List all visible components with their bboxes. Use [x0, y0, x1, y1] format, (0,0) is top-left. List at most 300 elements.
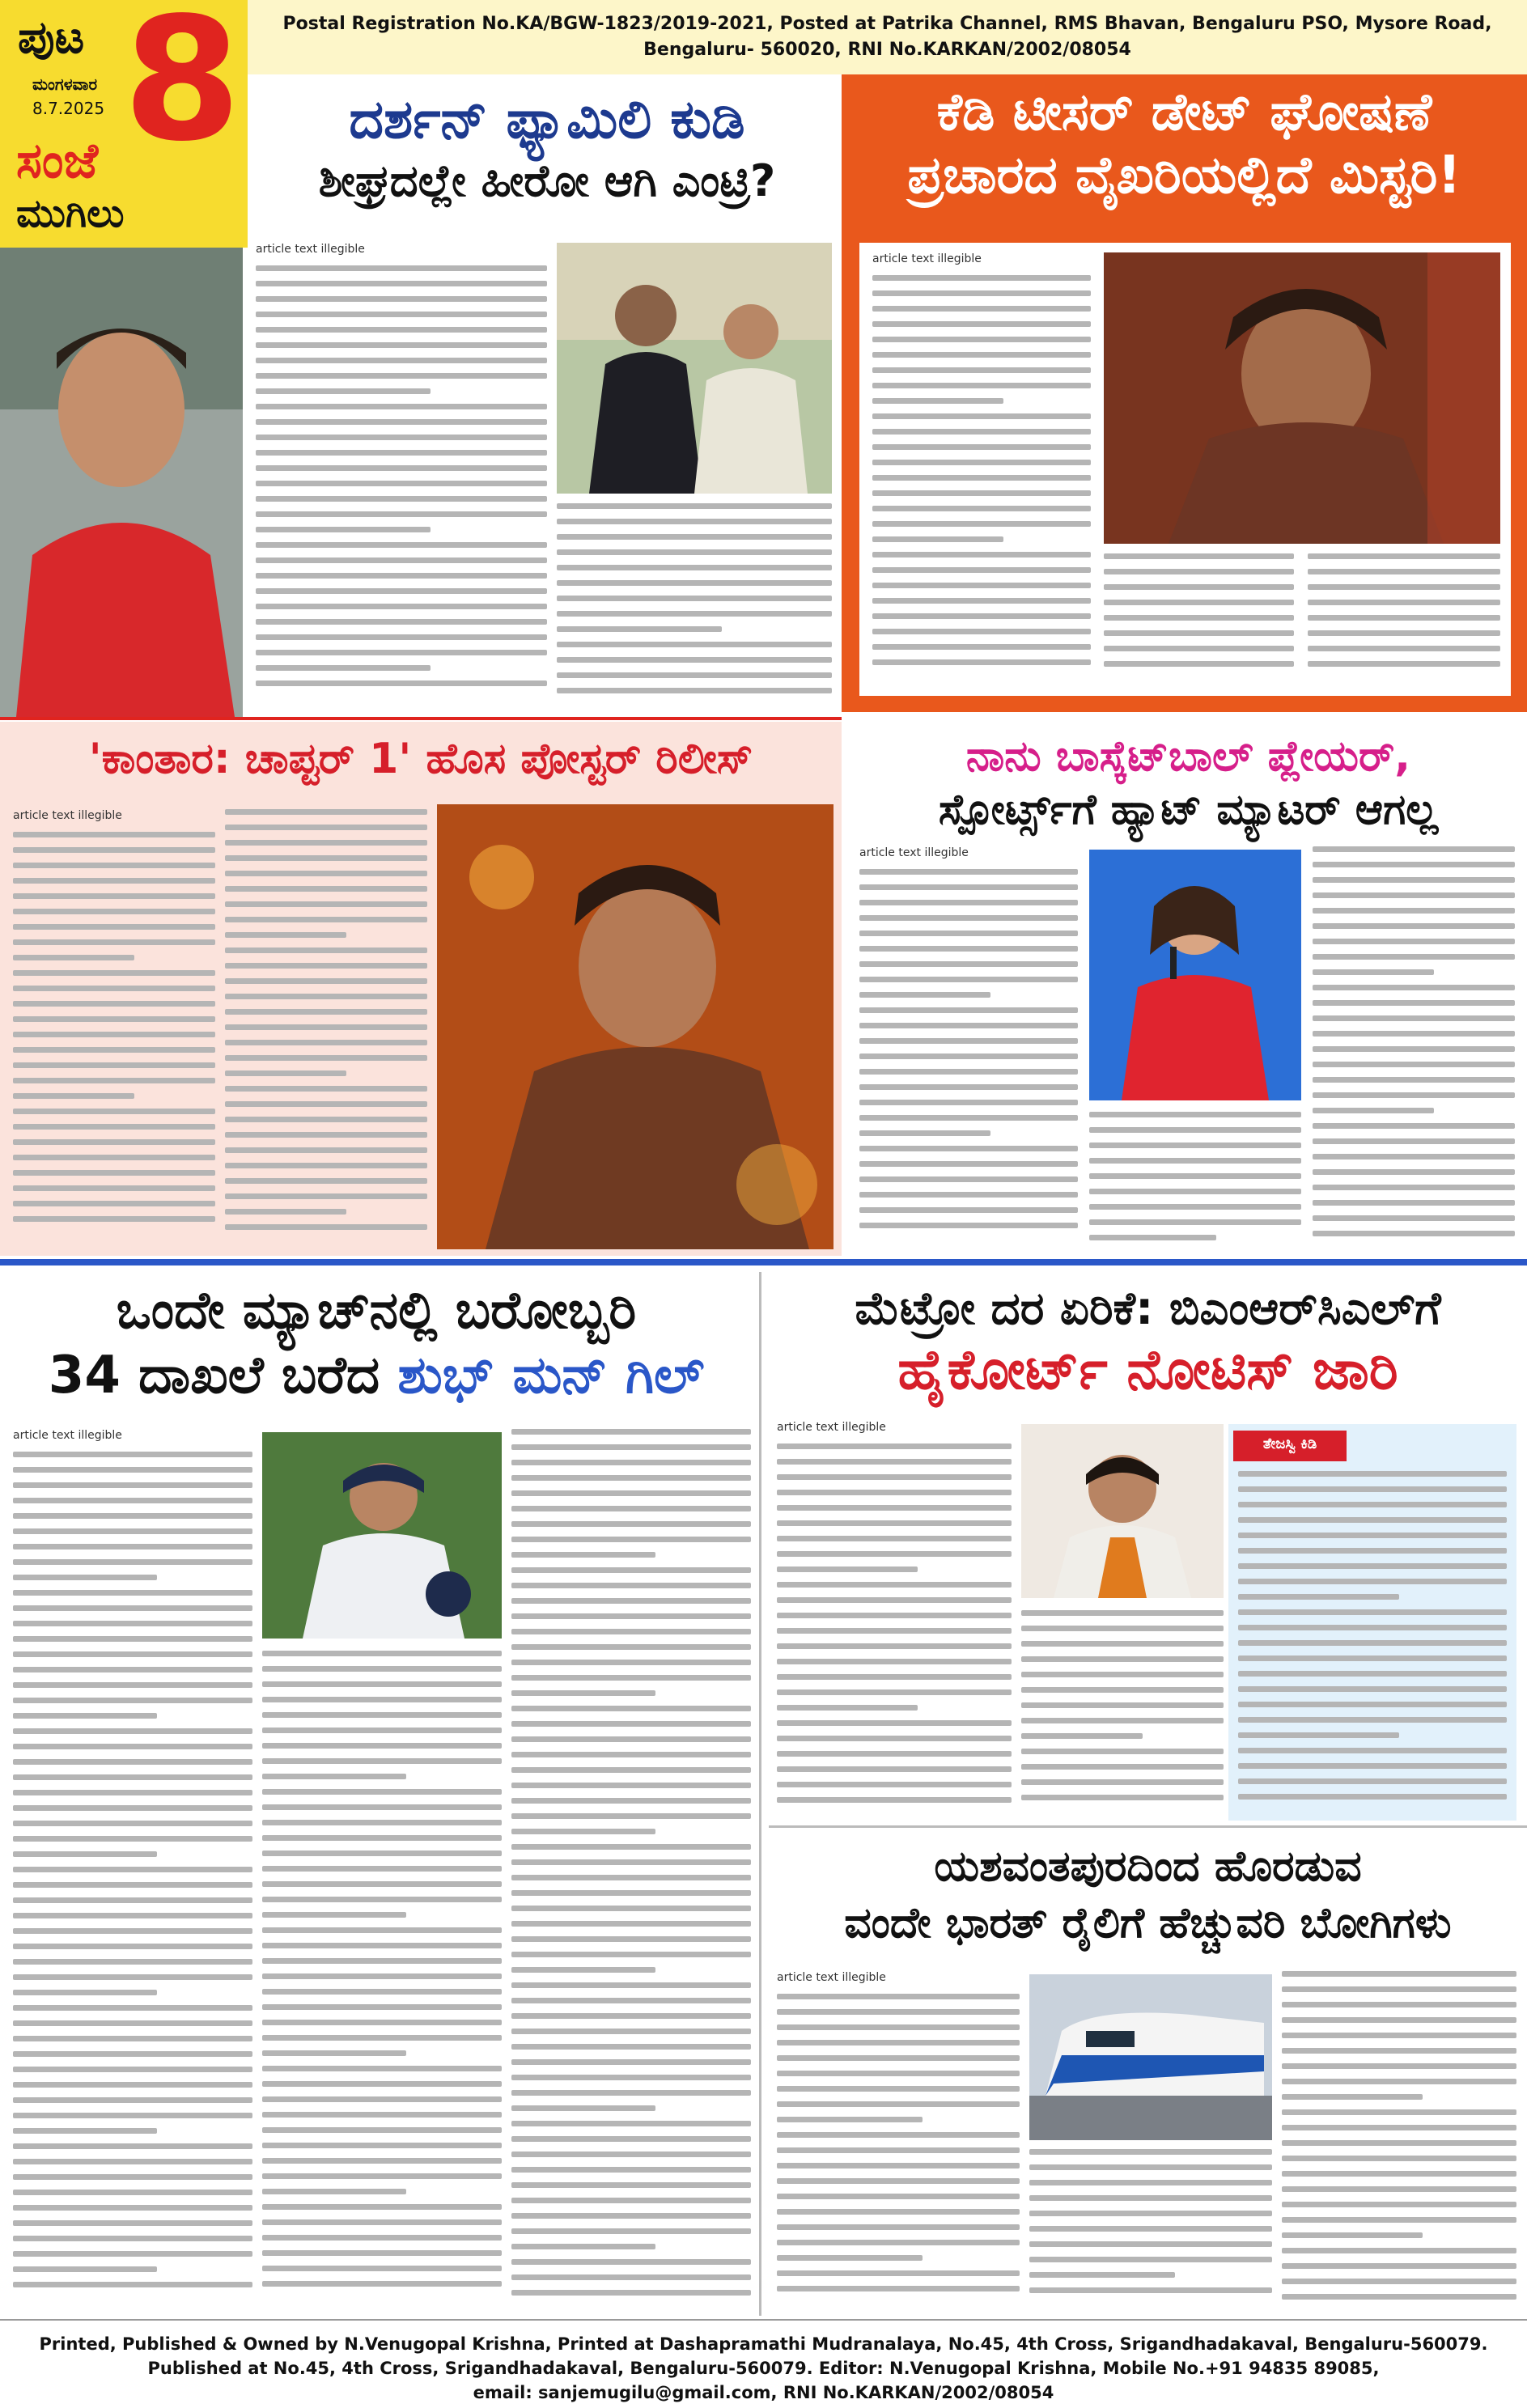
text-line	[1313, 954, 1515, 960]
text-line	[1282, 2063, 1516, 2069]
metro-column-3	[1238, 1471, 1507, 1814]
text-line	[13, 1944, 252, 1949]
text-line	[13, 1575, 157, 1580]
text-line	[859, 1023, 1078, 1028]
text-line	[1089, 1204, 1301, 1210]
text-line	[262, 2266, 502, 2271]
text-line	[13, 2266, 157, 2272]
text-line	[511, 2213, 751, 2219]
text-line	[777, 1674, 1012, 1680]
text-line	[13, 2143, 252, 2149]
text-line	[225, 994, 427, 999]
text-line	[256, 388, 431, 394]
section-divider	[0, 717, 842, 720]
text-line	[1282, 2171, 1516, 2177]
text-line	[511, 2029, 751, 2034]
text-line	[1238, 1471, 1507, 1477]
text-line	[225, 1178, 427, 1184]
text-line	[511, 2290, 751, 2296]
text-line	[262, 2250, 502, 2256]
text-line	[262, 1789, 502, 1795]
basketball-column-1	[859, 846, 1078, 1251]
text-line	[1308, 615, 1500, 621]
text-line	[1282, 2109, 1516, 2115]
text-line	[13, 1728, 252, 1734]
text-line	[13, 1093, 134, 1099]
text-line	[256, 265, 547, 271]
text-line	[511, 2152, 751, 2157]
text-line	[1238, 1609, 1507, 1615]
text-line	[262, 1774, 406, 1779]
text-line	[13, 1155, 215, 1160]
gill-headline-line2a: 34 ದಾಖಲೆ ಬರೆದ	[48, 1346, 380, 1405]
text-line	[13, 1928, 252, 1934]
text-line	[262, 1912, 406, 1918]
text-line	[557, 565, 832, 570]
text-line	[13, 2113, 252, 2118]
text-line	[511, 1936, 751, 1942]
text-line	[13, 1170, 215, 1176]
text-line	[511, 1859, 751, 1865]
text-line	[777, 1994, 1020, 1999]
text-line	[511, 1660, 751, 1665]
text-line	[859, 1038, 1078, 1044]
kd-teaser-photo	[1104, 252, 1500, 544]
text-line	[872, 659, 1091, 665]
text-line	[1308, 661, 1500, 667]
text-line	[557, 642, 832, 647]
text-line	[859, 1115, 1078, 1121]
text-line	[872, 337, 1091, 342]
text-line	[225, 948, 427, 953]
text-line	[13, 893, 215, 899]
text-line	[1282, 1971, 1516, 1977]
basketball-body-status: article text illegible	[859, 846, 969, 859]
gill-column-1	[13, 1429, 252, 2311]
text-line	[777, 2040, 1020, 2046]
text-line	[777, 1444, 1012, 1449]
text-line	[13, 1605, 252, 1611]
gill-headline	[0, 1278, 753, 1408]
text-line	[256, 481, 547, 486]
text-line	[262, 1958, 502, 1964]
text-line	[1313, 1015, 1515, 1021]
text-line	[872, 321, 1091, 327]
text-line	[511, 1921, 751, 1927]
text-line	[256, 358, 547, 363]
weekday: ಮಂಗಳವಾರ	[32, 74, 98, 94]
text-line	[1313, 969, 1434, 975]
text-line	[256, 312, 547, 317]
text-line	[1089, 1112, 1301, 1117]
vande-bharat-column-2	[1029, 2149, 1272, 2311]
text-line	[1029, 2180, 1272, 2185]
text-line	[1313, 846, 1515, 852]
portrait-photo	[0, 248, 243, 717]
text-line	[225, 1132, 427, 1138]
text-line	[256, 680, 547, 686]
text-line	[859, 884, 1078, 890]
page-number: 8	[123, 0, 242, 179]
text-line	[13, 2282, 252, 2287]
text-line	[777, 2009, 1020, 2015]
text-line	[13, 1124, 215, 1130]
text-line	[872, 583, 1091, 588]
kd-teaser-headline-line1: ಕೆಡಿ ಟೀಸರ್ ಡೇಟ್ ಘೋಷಣೆ	[936, 83, 1432, 142]
text-line	[225, 1224, 427, 1230]
gill-photo	[262, 1432, 502, 1639]
text-line	[13, 1913, 252, 1918]
darshan-column-2	[557, 503, 832, 710]
text-line	[511, 2090, 751, 2096]
text-line	[1021, 1610, 1224, 1616]
text-line	[777, 1720, 1012, 1726]
text-line	[13, 1001, 215, 1007]
text-line	[511, 2259, 751, 2265]
text-line	[859, 1176, 1078, 1182]
text-line	[777, 1505, 1012, 1511]
text-line	[13, 1139, 215, 1145]
text-line	[1089, 1143, 1301, 1148]
text-line	[13, 1882, 252, 1888]
text-line	[256, 342, 547, 348]
text-line	[777, 1766, 1012, 1772]
text-line	[225, 963, 427, 969]
text-line	[777, 1659, 1012, 1664]
text-line	[13, 1851, 157, 1857]
text-line	[1282, 2248, 1516, 2253]
text-line	[1238, 1502, 1507, 1507]
text-line	[13, 2020, 252, 2026]
text-line	[511, 1506, 751, 1511]
text-line	[262, 1743, 502, 1749]
text-line	[872, 429, 1091, 435]
text-line	[1029, 2287, 1272, 2293]
text-line	[13, 1759, 252, 1765]
text-line	[557, 672, 832, 678]
text-line	[511, 1875, 751, 1880]
text-line	[872, 613, 1091, 619]
text-line	[256, 281, 547, 286]
text-line	[262, 2235, 502, 2241]
text-line	[262, 2158, 502, 2164]
text-line	[13, 955, 134, 960]
text-line	[1089, 1173, 1301, 1179]
text-line	[1282, 2279, 1516, 2284]
metro-photo-tag: ತೇಜಸ್ವಿ ಕಿಡಿ	[1233, 1431, 1347, 1461]
text-line	[1282, 2048, 1516, 2054]
text-line	[557, 503, 832, 509]
text-line	[13, 832, 215, 837]
text-line	[262, 2204, 502, 2210]
text-line	[1313, 1077, 1515, 1083]
text-line	[511, 1690, 655, 1696]
text-line	[1313, 1154, 1515, 1159]
text-line	[859, 1192, 1078, 1198]
text-line	[1089, 1127, 1301, 1133]
text-line	[872, 290, 1091, 296]
text-line	[13, 2190, 252, 2195]
text-line	[859, 977, 1078, 982]
basketball-photo	[1089, 850, 1301, 1100]
text-line	[1021, 1626, 1224, 1631]
text-line	[225, 809, 427, 815]
text-line	[13, 1667, 252, 1672]
woman-with-microphone-image	[1089, 850, 1301, 1100]
text-line	[872, 521, 1091, 527]
text-line	[1021, 1795, 1224, 1800]
text-line	[1238, 1794, 1507, 1800]
metro-headline	[769, 1278, 1527, 1401]
text-line	[1021, 1702, 1224, 1708]
text-line	[777, 1459, 1012, 1465]
text-line	[1029, 2195, 1272, 2201]
text-line	[1313, 1138, 1515, 1144]
text-line	[777, 2071, 1020, 2076]
text-line	[13, 1836, 252, 1842]
text-line	[13, 1032, 215, 1037]
text-line	[859, 1223, 1078, 1228]
text-line	[1282, 1986, 1516, 1992]
text-line	[859, 992, 990, 998]
text-line	[225, 871, 427, 876]
cricketer-photo-image	[262, 1432, 502, 1639]
text-line	[872, 275, 1091, 281]
text-line	[872, 306, 1091, 312]
text-line	[13, 2251, 252, 2257]
text-line	[256, 634, 547, 640]
text-line	[777, 2024, 1020, 2030]
kantara-headline	[0, 733, 842, 785]
text-line	[1089, 1158, 1301, 1164]
text-line	[1238, 1717, 1507, 1723]
text-line	[1104, 630, 1294, 636]
text-line	[256, 542, 547, 548]
masthead	[0, 0, 248, 248]
text-line	[777, 2117, 923, 2122]
text-line	[13, 2205, 252, 2211]
text-line	[859, 961, 1078, 967]
text-line	[13, 1201, 215, 1206]
text-line	[13, 1467, 252, 1473]
text-line	[225, 886, 427, 892]
text-line	[13, 1559, 252, 1565]
basketball-column-2	[1089, 1112, 1301, 1251]
kd-teaser-body-status: article text illegible	[872, 252, 982, 265]
text-line	[557, 688, 832, 693]
text-line	[262, 2004, 502, 2010]
text-line	[13, 1621, 252, 1626]
text-line	[262, 1712, 502, 1718]
text-line	[1313, 1123, 1515, 1129]
text-line	[511, 2105, 655, 2111]
text-line	[511, 1890, 751, 1896]
text-line	[262, 2173, 502, 2179]
text-line	[777, 1474, 1012, 1480]
text-line	[13, 2051, 252, 2057]
text-line	[1029, 2241, 1272, 2247]
text-line	[1313, 1185, 1515, 1190]
text-line	[262, 1651, 502, 1656]
text-line	[777, 2055, 1020, 2061]
text-line	[872, 598, 1091, 604]
text-line	[13, 1651, 252, 1657]
text-line	[557, 596, 832, 601]
text-line	[13, 1528, 252, 1534]
text-line	[1313, 892, 1515, 898]
text-line	[859, 900, 1078, 905]
text-line	[859, 946, 1078, 952]
text-line	[13, 2236, 252, 2241]
text-line	[262, 2066, 502, 2071]
text-line	[225, 917, 427, 922]
text-line	[1238, 1732, 1399, 1738]
text-line	[511, 1675, 751, 1681]
text-line	[1313, 1200, 1515, 1206]
text-line	[262, 2127, 502, 2133]
text-line	[511, 1567, 751, 1573]
text-line	[1313, 1231, 1515, 1236]
text-line	[777, 1782, 1012, 1787]
text-line	[511, 2013, 751, 2019]
kd-teaser-column-3	[1308, 553, 1500, 686]
text-line	[859, 1084, 1078, 1090]
text-line	[262, 1804, 502, 1810]
text-line	[1104, 615, 1294, 621]
text-line	[777, 1566, 918, 1572]
text-line	[13, 1062, 215, 1068]
text-line	[1238, 1533, 1507, 1538]
text-line	[13, 2067, 252, 2072]
gill-body-status: article text illegible	[13, 1429, 122, 1442]
paper-name-first: ಸಂಜೆ	[16, 133, 99, 189]
text-line	[777, 1628, 1012, 1634]
text-line	[13, 878, 215, 884]
darshan-column-1	[256, 243, 547, 710]
text-line	[13, 2174, 252, 2180]
text-line	[13, 1185, 215, 1191]
vande-bharat-headline-line2: ವಂದೇ ಭಾರತ್ ರೈಲಿಗೆ ಹೆಚ್ಚುವರಿ ಬೋಗಿಗಳು	[844, 1899, 1452, 1948]
text-line	[511, 2075, 751, 2080]
text-line	[511, 1475, 751, 1481]
text-line	[777, 2224, 1020, 2230]
text-line	[13, 1867, 252, 1872]
text-line	[1104, 600, 1294, 605]
text-line	[225, 1163, 427, 1168]
text-line	[1238, 1579, 1507, 1584]
text-line	[13, 2005, 252, 2011]
text-line	[256, 557, 547, 563]
text-line	[511, 1490, 751, 1496]
text-line	[859, 1207, 1078, 1213]
text-line	[13, 1897, 252, 1903]
text-line	[13, 1016, 215, 1022]
vande-bharat-body-status: article text illegible	[777, 1971, 886, 1984]
text-line	[511, 1460, 751, 1465]
footer-line-1: Printed, Published & Owned by N.Venugopal Krishna, Printed at Dashapramathi Mudranalaya, No.45, 4th Cross, Srigandhadakaval, Bengaluru-560079.	[39, 2334, 1488, 2354]
text-line	[256, 404, 547, 409]
kd-teaser-headline-line2: ಪ್ರಚಾರದ ವೈಖರಿಯಲ್ಲಿದೆ ಮಿಸ್ಟರಿ!	[907, 146, 1461, 206]
basketball-headline-line2: ಸ್ಪೋರ್ಟ್ಸ್‌ಗೆ ಹ್ಯಾಟ್ ಮ್ಯಾಟರ್ ಆಗಲ್ಲ	[938, 786, 1439, 834]
footer-line-2: Published at No.45, 4th Cross, Srigandhadakaval, Bengaluru-560079. Editor: N.Venugopal Krishna, Mobile No.+91 94835 89085,	[147, 2359, 1380, 2378]
text-line	[1308, 630, 1500, 636]
section-divider-blue	[0, 1259, 1527, 1265]
text-line	[13, 1774, 252, 1780]
text-line	[1238, 1486, 1507, 1492]
text-line	[1238, 1671, 1507, 1677]
text-line	[777, 2086, 1020, 2092]
text-line	[1021, 1779, 1224, 1785]
text-line	[262, 2050, 406, 2056]
young-man-portrait-image	[0, 248, 243, 717]
text-line	[13, 970, 215, 976]
text-line	[777, 1582, 1012, 1588]
text-line	[1238, 1778, 1507, 1784]
text-line	[1282, 2033, 1516, 2038]
text-line	[13, 1744, 252, 1749]
text-line	[256, 619, 547, 625]
text-line	[777, 2163, 1020, 2168]
text-line	[859, 1054, 1078, 1059]
kantara-body-status: article text illegible	[13, 809, 122, 822]
text-line	[1313, 1046, 1515, 1052]
metro-headline-line1: ಮೆಟ್ರೋ ದರ ಏರಿಕೆ: ಬಿಎಂಆರ್‌ಸಿಎಲ್‌ಗೆ	[855, 1282, 1441, 1335]
darshan-body-status: article text illegible	[256, 243, 365, 256]
text-line	[1313, 985, 1515, 990]
metro-column-1	[777, 1421, 1012, 1817]
vande-bharat-photo	[1029, 1974, 1272, 2140]
text-line	[872, 644, 1091, 650]
text-line	[225, 855, 427, 861]
text-line	[1238, 1763, 1507, 1769]
text-line	[262, 1943, 502, 1948]
text-line	[777, 1551, 1012, 1557]
vande-bharat-headline	[769, 1838, 1527, 1952]
text-line	[262, 1973, 502, 1979]
text-line	[262, 1881, 502, 1887]
text-line	[872, 490, 1091, 496]
text-line	[1282, 2079, 1516, 2084]
text-line	[511, 1813, 751, 1819]
gill-headline-line2	[0, 1343, 753, 1408]
text-line	[511, 1598, 751, 1604]
text-line	[777, 2147, 1020, 2153]
text-line	[511, 1982, 751, 1988]
text-line	[511, 2059, 751, 2065]
text-line	[557, 611, 832, 617]
text-line	[511, 1537, 751, 1542]
text-line	[262, 1897, 502, 1902]
text-line	[859, 869, 1078, 875]
text-line	[777, 1643, 1012, 1649]
text-line	[1021, 1672, 1224, 1677]
metro-headline-line2: ಹೈಕೋರ್ಟ್ ನೋಟಿಸ್ ಜಾರಿ	[897, 1338, 1398, 1402]
issue-date: 8.7.2025	[32, 99, 105, 118]
text-line	[1282, 2156, 1516, 2161]
text-line	[262, 2219, 502, 2225]
text-line	[777, 1520, 1012, 1526]
postal-line-2: Bengaluru- 560020, RNI No.KARKAN/2002/08054	[643, 40, 1131, 60]
text-line	[777, 1736, 1012, 1741]
text-line	[262, 2035, 502, 2041]
text-line	[225, 840, 427, 846]
text-line	[1282, 2217, 1516, 2223]
text-line	[511, 2182, 751, 2188]
darshan-headline	[256, 89, 838, 212]
text-line	[777, 2132, 1020, 2138]
text-line	[511, 1829, 655, 1834]
text-line	[872, 383, 1091, 388]
